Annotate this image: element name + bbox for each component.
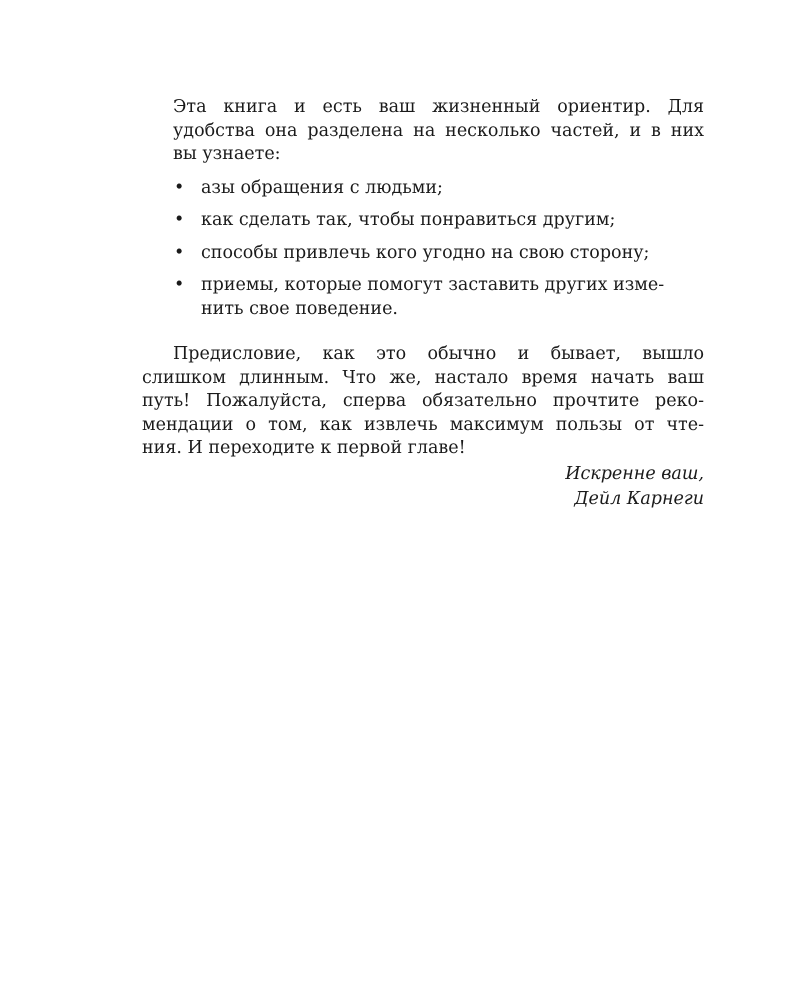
bullet-icon: • bbox=[174, 275, 185, 295]
bullet-icon: • bbox=[174, 242, 185, 263]
closing-line: путь! Пожалуйста, сперва обязательно прочтите реко- bbox=[142, 391, 704, 411]
bullet-icon: • bbox=[174, 177, 185, 198]
intro-line: удобства она разделена на несколько частей, и в них bbox=[173, 120, 704, 141]
list-item-text: нить свое поведение. bbox=[201, 298, 398, 319]
list-item-text: способы привлечь кого угодно на свою сторону; bbox=[201, 242, 650, 263]
closing-line: слишком длинным. Что же, настало время начать ваш bbox=[142, 367, 704, 388]
closing-line: ния. И переходите к первой главе! bbox=[142, 438, 466, 458]
intro-line: Эта книга и есть ваш жизненный ориентир. Для bbox=[173, 97, 704, 117]
list-item-text: приемы, которые помогут заставить других изме- bbox=[201, 275, 665, 295]
closing-paragraph bbox=[142, 343, 704, 461]
topic-list bbox=[173, 177, 704, 322]
list-item-text: азы обращения с людьми; bbox=[201, 177, 443, 198]
list-item-text: как сделать так, чтобы понравиться другим; bbox=[201, 210, 616, 230]
signature bbox=[142, 462, 704, 512]
list-item bbox=[173, 209, 704, 233]
text-column bbox=[142, 96, 704, 512]
signature-greeting: Искренне ваш, bbox=[565, 463, 704, 484]
list-item bbox=[173, 274, 704, 321]
bullet-icon: • bbox=[174, 210, 185, 230]
intro-paragraph bbox=[173, 96, 704, 167]
list-item bbox=[173, 177, 704, 201]
intro-line: вы узнаете: bbox=[173, 144, 281, 164]
list-item bbox=[173, 242, 704, 266]
closing-line: Предисловие, как это обычно и бывает, вышло bbox=[173, 344, 704, 364]
signature-author: Дейл Карнеги bbox=[574, 488, 704, 509]
closing-line: мендации о том, как извлечь максимум пользы от чте- bbox=[142, 414, 704, 435]
